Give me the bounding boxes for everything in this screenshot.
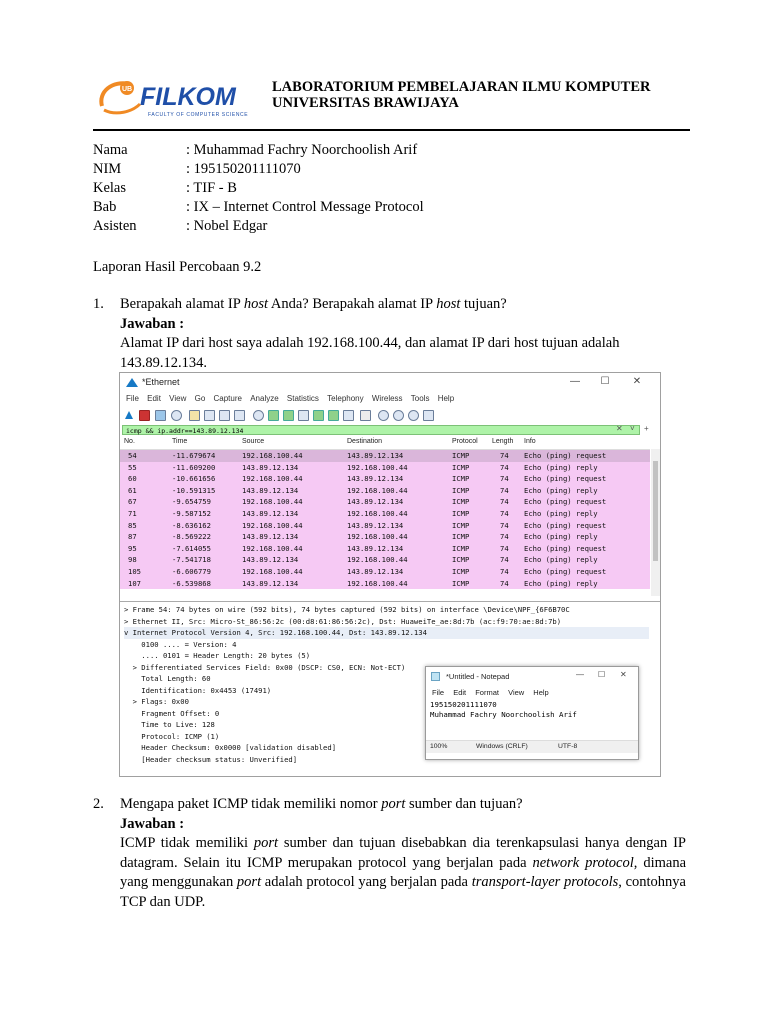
packet-cell-proto: ICMP xyxy=(452,474,470,484)
notepad-menu-file[interactable]: File xyxy=(432,688,445,697)
packet-cell-src: 192.168.100.44 xyxy=(242,543,303,553)
info-row-bab xyxy=(93,198,424,217)
first-packet-icon[interactable] xyxy=(313,410,324,421)
notepad-menu-edit[interactable]: Edit xyxy=(453,688,467,697)
find-packet-icon[interactable] xyxy=(253,410,264,421)
info-value: : Nobel Edgar xyxy=(186,218,268,234)
notepad-close-icon[interactable]: ✕ xyxy=(620,670,627,679)
packet-cell-time: -11.609200 xyxy=(172,462,216,472)
q2-text: sumber dan tujuan disebabkan dia terenkapsulasi hanya dengan IP datagram. Selain itu ICMP merupakan protocol yang berjalan pada xyxy=(120,835,686,871)
col-protocol[interactable]: Protocol xyxy=(452,438,478,445)
restart-capture-icon[interactable] xyxy=(155,410,166,421)
q2-text: , contohnya TCP dan UDP. xyxy=(120,874,686,910)
maximize-icon[interactable]: ☐ xyxy=(600,376,610,387)
packet-cell-no: 55 xyxy=(128,462,137,472)
packet-cell-dst: 192.168.100.44 xyxy=(347,462,408,472)
info-label: NIM xyxy=(93,161,122,177)
packet-cell-src: 192.168.100.44 xyxy=(242,567,303,576)
packet-cell-len: 74 xyxy=(500,543,509,553)
notepad-window xyxy=(425,666,639,760)
resize-columns-icon[interactable] xyxy=(423,410,434,421)
wireshark-title: *Ethernet xyxy=(142,377,180,387)
info-row-asisten xyxy=(93,217,267,236)
packet-cell-proto: ICMP xyxy=(452,567,470,576)
packet-cell-no: 85 xyxy=(128,520,137,530)
q2-text: , dimana yang menggunakan xyxy=(120,854,687,890)
packet-cell-time: -10.591315 xyxy=(172,485,216,495)
info-row-nama xyxy=(93,141,417,160)
lab-title xyxy=(272,79,651,111)
q2-text: sumber dan tujuan? xyxy=(405,796,523,812)
packet-cell-proto: ICMP xyxy=(452,520,470,530)
q2-italic: port xyxy=(381,796,406,812)
packet-cell-no: 95 xyxy=(128,543,137,553)
capture-options-icon[interactable] xyxy=(171,410,182,421)
packet-cell-proto: ICMP xyxy=(452,532,470,542)
packet-cell-dst: 192.168.100.44 xyxy=(347,485,408,495)
packet-list-header xyxy=(120,436,650,450)
col-info[interactable]: Info xyxy=(524,438,536,445)
packet-cell-proto: ICMP xyxy=(452,543,470,553)
detail-line[interactable]: > Frame 54: 74 bytes on wire (592 bits), 74 bytes captured (592 bits) on interface \Device\NPF_{6F6B70C xyxy=(124,605,570,614)
packet-cell-src: 143.89.12.134 xyxy=(242,509,299,518)
q2-italic: transport-layer protocols xyxy=(471,874,619,890)
clear-filter-icon[interactable]: ✕ xyxy=(616,424,623,433)
detail-line[interactable]: .... 0101 = Header Length: 20 bytes (5) xyxy=(124,651,311,660)
packet-cell-src: 143.89.12.134 xyxy=(242,578,299,588)
detail-line[interactable]: 0100 .... = Version: 4 xyxy=(124,639,237,649)
packet-cell-len: 74 xyxy=(500,578,509,588)
packet-cell-proto: ICMP xyxy=(452,462,470,472)
packet-cell-len: 74 xyxy=(500,532,509,542)
packet-cell-src: 192.168.100.44 xyxy=(242,497,303,507)
packet-cell-len: 74 xyxy=(500,555,509,565)
packet-cell-no: 61 xyxy=(128,485,137,495)
packet-cell-dst: 192.168.100.44 xyxy=(347,532,408,542)
packet-cell-src: 143.89.12.134 xyxy=(242,532,299,542)
menu-capture[interactable]: Capture xyxy=(213,394,242,403)
minimize-icon[interactable]: — xyxy=(570,376,580,387)
menu-telephony[interactable]: Telephony xyxy=(327,394,364,403)
packet-cell-proto: ICMP xyxy=(452,497,470,507)
packet-cell-dst: 143.89.12.134 xyxy=(347,451,404,460)
scrollbar-thumb[interactable] xyxy=(653,461,658,561)
packet-cell-time: -6.606779 xyxy=(172,567,211,576)
last-packet-icon[interactable] xyxy=(328,410,339,421)
packet-cell-dst: 143.89.12.134 xyxy=(347,474,404,484)
packet-cell-len: 74 xyxy=(500,474,509,484)
q2-text: adalah protocol yang berjalan pada xyxy=(261,874,472,890)
packet-cell-no: 105 xyxy=(128,567,141,576)
packet-cell-info: Echo (ping) reply xyxy=(524,485,598,495)
packet-cell-time: -8.569222 xyxy=(172,532,211,542)
notepad-minimize-icon[interactable]: — xyxy=(576,670,584,679)
detail-line[interactable]: Time to Live: 128 xyxy=(124,720,215,729)
filkom-logo xyxy=(96,76,261,120)
packet-row[interactable] xyxy=(120,520,650,532)
notepad-line2: Muhammad Fachry Noorchoolish Arif xyxy=(430,710,577,719)
open-file-icon[interactable] xyxy=(189,410,200,421)
packet-cell-no: 67 xyxy=(128,497,137,507)
notepad-maximize-icon[interactable]: ☐ xyxy=(598,670,606,679)
packet-cell-len: 74 xyxy=(500,509,509,518)
packet-cell-time: -7.614055 xyxy=(172,543,211,553)
packet-cell-dst: 192.168.100.44 xyxy=(347,555,408,565)
packet-cell-info: Echo (ping) request xyxy=(524,474,607,484)
menu-go[interactable]: Go xyxy=(194,394,206,403)
notepad-editor[interactable] xyxy=(430,700,577,720)
notepad-zoom: 100% xyxy=(430,743,448,750)
menu-tools[interactable]: Tools xyxy=(410,394,430,403)
q1-answer-line1: Alamat IP dari host saya adalah 192.168.100.44, dan alamat IP dari host tujuan adalah xyxy=(120,335,620,351)
save-file-icon[interactable] xyxy=(204,410,215,421)
header-divider xyxy=(93,129,690,131)
packet-cell-info: Echo (ping) request xyxy=(524,451,607,460)
col-time[interactable]: Time xyxy=(172,438,188,445)
lab-title-line2: UNIVERSITAS BRAWIJAYA xyxy=(272,95,459,111)
info-label: Bab xyxy=(93,199,117,215)
report-title: Laporan Hasil Percobaan 9.2 xyxy=(93,259,262,275)
notepad-menu-view[interactable]: View xyxy=(508,688,525,697)
packet-cell-dst: 143.89.12.134 xyxy=(347,497,404,507)
wireshark-menubar xyxy=(120,394,660,408)
packet-row[interactable] xyxy=(120,578,650,590)
q1-text: Berapakah alamat IP xyxy=(120,296,244,312)
info-label: Nama xyxy=(93,142,128,158)
colorize-icon[interactable] xyxy=(360,410,371,421)
detail-line[interactable]: > Flags: 0x00 xyxy=(124,697,189,706)
packet-cell-no: 98 xyxy=(128,555,137,565)
packet-cell-info: Echo (ping) request xyxy=(524,520,607,530)
packet-cell-info: Echo (ping) request xyxy=(524,567,607,576)
packet-cell-no: 54 xyxy=(128,451,137,460)
q2-answer-label: Jawaban : xyxy=(120,815,185,832)
info-value: : TIF - B xyxy=(186,180,237,196)
q1-answer-label: Jawaban : xyxy=(120,315,185,332)
detail-line[interactable]: Total Length: 60 xyxy=(124,674,211,683)
q1-text: tujuan? xyxy=(460,296,507,312)
notepad-menu-help[interactable]: Help xyxy=(533,688,549,697)
q2-block xyxy=(120,795,686,912)
packet-cell-no: 87 xyxy=(128,532,137,542)
packet-cell-proto: ICMP xyxy=(452,578,470,588)
packet-cell-len: 74 xyxy=(500,520,509,530)
logo-badge: UB xyxy=(121,86,133,93)
info-label: Asisten xyxy=(93,218,137,234)
packet-cell-src: 192.168.100.44 xyxy=(242,474,303,484)
q1-answer-line2: 143.89.12.134. xyxy=(120,354,207,371)
notepad-title: *Untitled - Notepad xyxy=(446,672,510,681)
go-to-packet-icon[interactable] xyxy=(298,410,309,421)
packet-cell-dst: 143.89.12.134 xyxy=(347,567,404,576)
q1-text: Anda? Berapakah alamat IP xyxy=(268,296,437,312)
notepad-eol: Windows (CRLF) xyxy=(476,743,528,750)
menu-edit[interactable]: Edit xyxy=(147,394,161,403)
packet-row[interactable] xyxy=(120,462,650,474)
q2-answer xyxy=(120,834,686,912)
col-no[interactable]: No. xyxy=(124,438,135,445)
packet-row[interactable] xyxy=(120,485,650,497)
packet-row[interactable] xyxy=(120,566,650,578)
detail-line[interactable]: > Differentiated Services Field: 0x00 (DSCP: CS0, ECN: Not-ECT) xyxy=(124,662,406,672)
packet-cell-dst: 192.168.100.44 xyxy=(347,578,408,588)
packet-cell-no: 71 xyxy=(128,509,137,518)
packet-cell-info: Echo (ping) reply xyxy=(524,532,598,542)
logo-text: FILKOM xyxy=(140,83,236,111)
menu-analyze[interactable]: Analyze xyxy=(250,394,279,403)
detail-line[interactable]: [Header checksum status: Unverified] xyxy=(124,754,298,764)
info-value: : IX – Internet Control Message Protocol xyxy=(186,199,424,215)
packet-cell-dst: 143.89.12.134 xyxy=(347,520,404,530)
wireshark-toolbar xyxy=(120,408,660,424)
zoom-normal-icon[interactable] xyxy=(408,410,419,421)
packet-cell-info: Echo (ping) reply xyxy=(524,509,598,518)
notepad-statusbar xyxy=(426,740,638,753)
packet-cell-info: Echo (ping) reply xyxy=(524,462,598,472)
packet-cell-proto: ICMP xyxy=(452,451,470,460)
q2-question xyxy=(120,795,686,815)
col-destination[interactable]: Destination xyxy=(347,438,383,445)
add-filter-icon[interactable]: + xyxy=(644,424,649,433)
lab-title-line1: LABORATORIUM PEMBELAJARAN ILMU KOMPUTER xyxy=(272,79,651,95)
info-value: : Muhammad Fachry Noorchoolish Arif xyxy=(186,142,418,158)
detail-line[interactable]: Fragment Offset: 0 xyxy=(124,708,220,718)
packet-cell-time: -10.661656 xyxy=(172,474,216,484)
display-filter-input[interactable]: icmp && ip.addr==143.89.12.134 xyxy=(122,425,640,435)
packet-cell-src: 143.89.12.134 xyxy=(242,555,299,565)
wireshark-titlebar xyxy=(120,373,660,393)
notepad-menubar xyxy=(432,688,556,697)
col-source[interactable]: Source xyxy=(242,438,265,445)
wireshark-fin-icon xyxy=(126,378,138,388)
q2-italic: network protocol xyxy=(532,854,634,871)
packet-cell-dst: 143.89.12.134 xyxy=(347,543,404,553)
menu-file[interactable]: File xyxy=(126,394,139,403)
packet-list-scrollbar[interactable] xyxy=(651,449,660,596)
packet-list xyxy=(120,436,660,596)
packet-cell-src: 143.89.12.134 xyxy=(242,485,299,495)
packet-cell-len: 74 xyxy=(500,451,509,460)
menu-statistics[interactable]: Statistics xyxy=(286,394,319,403)
packet-row[interactable] xyxy=(120,473,650,485)
stop-capture-icon[interactable] xyxy=(139,410,150,421)
q1-number: 1. xyxy=(93,296,104,312)
packet-cell-dst: 192.168.100.44 xyxy=(347,509,408,518)
packet-cell-src: 143.89.12.134 xyxy=(242,462,299,472)
q1-question xyxy=(120,295,686,315)
packet-cell-info: Echo (ping) reply xyxy=(524,578,598,588)
q1-block xyxy=(120,295,686,373)
info-row-kelas xyxy=(93,179,237,198)
q2-italic: port xyxy=(253,835,279,851)
notepad-line1: 195150201111070 xyxy=(430,700,497,709)
menu-wireless[interactable]: Wireless xyxy=(371,394,403,403)
q2-number: 2. xyxy=(93,796,104,812)
packet-cell-proto: ICMP xyxy=(452,485,470,495)
menu-help[interactable]: Help xyxy=(437,394,455,403)
info-label: Kelas xyxy=(93,180,127,196)
autoscroll-icon[interactable] xyxy=(343,410,354,421)
packet-cell-src: 192.168.100.44 xyxy=(242,451,303,460)
logo-tagline: FACULTY OF COMPUTER SCIENCE xyxy=(148,112,249,118)
q1-italic: host xyxy=(243,296,269,312)
packet-cell-proto: ICMP xyxy=(452,509,470,518)
detail-line[interactable]: > Ethernet II, Src: Micro-St_86:56:2c (00:d8:61:86:56:2c), Dst: HuaweiTe_ae:8d:7b (ac:f9:70:ae:8d:7b) xyxy=(124,616,562,626)
packet-cell-len: 74 xyxy=(500,497,509,507)
menu-view[interactable]: View xyxy=(169,394,187,403)
packet-row[interactable] xyxy=(120,543,650,555)
packet-row[interactable] xyxy=(120,496,650,508)
packet-cell-len: 74 xyxy=(500,485,509,495)
packet-cell-no: 107 xyxy=(128,578,141,588)
packet-cell-len: 74 xyxy=(500,567,509,576)
packet-cell-time: -8.636162 xyxy=(172,520,211,530)
detail-line-selected[interactable]: v Internet Protocol Version 4, Src: 192.168.100.44, Dst: 143.89.12.134 xyxy=(124,627,649,639)
packet-cell-time: -9.587152 xyxy=(172,509,211,518)
filter-dropdown-icon[interactable]: ˅ xyxy=(630,424,635,433)
notepad-icon xyxy=(431,672,440,681)
packet-cell-len: 74 xyxy=(500,462,509,472)
zoom-out-icon[interactable] xyxy=(393,410,404,421)
q2-text: ICMP tidak memiliki xyxy=(120,835,254,851)
go-forward-icon[interactable] xyxy=(283,410,294,421)
packet-cell-no: 60 xyxy=(128,474,137,484)
packet-cell-proto: ICMP xyxy=(452,555,470,565)
packet-row[interactable] xyxy=(120,508,650,520)
packet-cell-info: Echo (ping) request xyxy=(524,497,607,507)
notepad-encoding: UTF-8 xyxy=(558,743,578,750)
reload-file-icon[interactable] xyxy=(234,410,245,421)
packet-row[interactable] xyxy=(120,450,650,462)
info-row-nim xyxy=(93,160,301,179)
packet-cell-time: -7.541718 xyxy=(172,555,211,565)
detail-line[interactable]: Protocol: ICMP (1) xyxy=(124,731,220,741)
notepad-menu-format[interactable]: Format xyxy=(475,688,499,697)
close-file-icon[interactable] xyxy=(219,410,230,421)
packet-row[interactable] xyxy=(120,531,650,543)
packet-cell-info: Echo (ping) reply xyxy=(524,555,598,565)
col-length[interactable]: Length xyxy=(492,438,514,445)
q2-italic: port xyxy=(236,874,262,890)
info-value: : 195150201111070 xyxy=(186,161,301,177)
q1-italic: host xyxy=(436,296,461,312)
packet-cell-info: Echo (ping) request xyxy=(524,543,607,553)
packet-cell-time: -9.654759 xyxy=(172,497,211,507)
packet-row[interactable] xyxy=(120,554,650,566)
packet-cell-time: -6.539868 xyxy=(172,578,211,588)
packet-cell-time: -11.679674 xyxy=(172,451,216,460)
q2-text: Mengapa paket ICMP tidak memiliki nomor xyxy=(120,796,382,812)
packet-cell-src: 192.168.100.44 xyxy=(242,520,303,530)
detail-line[interactable]: Header Checksum: 0x0000 [validation disabled] xyxy=(124,743,337,752)
close-icon[interactable]: ✕ xyxy=(632,376,642,387)
zoom-in-icon[interactable] xyxy=(378,410,389,421)
start-capture-icon[interactable] xyxy=(124,410,134,420)
go-back-icon[interactable] xyxy=(268,410,279,421)
detail-line[interactable]: Identification: 0x4453 (17491) xyxy=(124,685,272,695)
